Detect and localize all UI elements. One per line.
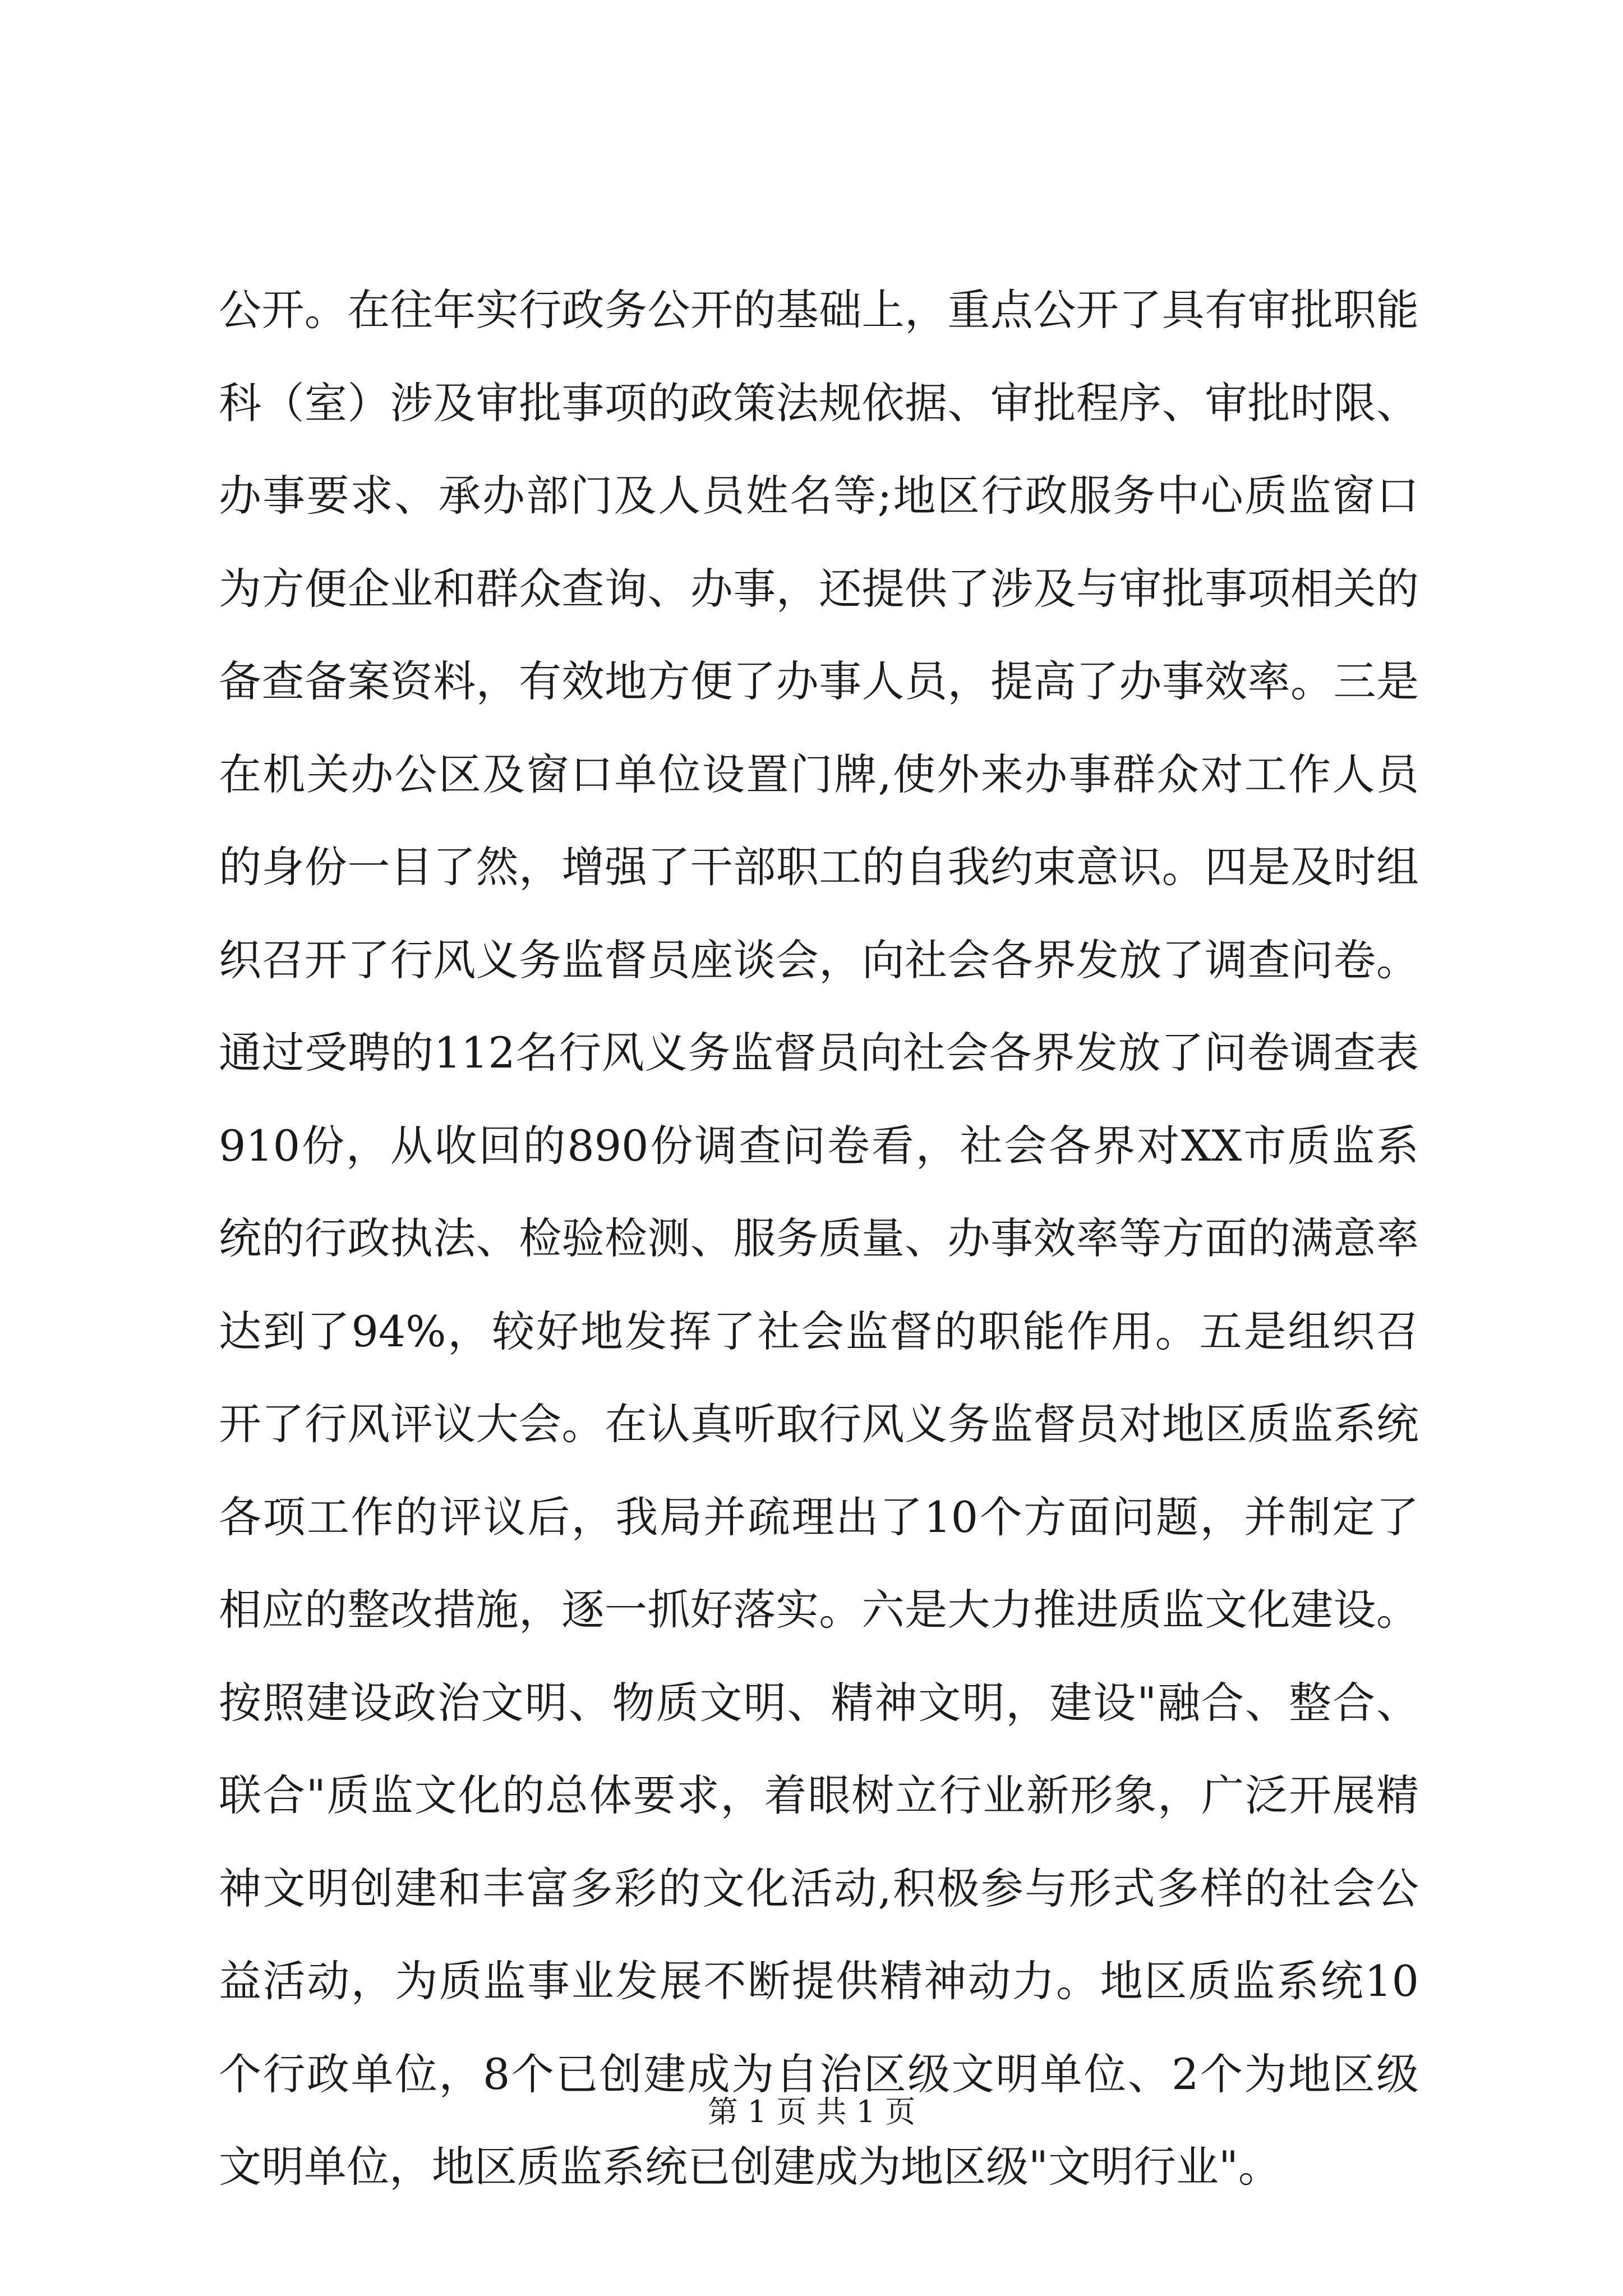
page-number-footer: 第 1 页 共 1 页 bbox=[707, 2094, 916, 2129]
body-paragraph: 公开。在往年实行政务公开的基础上，重点公开了具有审批职能科（室）涉及审批事项的政策法规依据、审批程序、审批时限、办事要求、承办部门及人员姓名等;地区行政服务中心质监窗口为方便企业和群众查询、办事，还提供了涉及与审批事项相关的备查备案资料，有效地方便了办事人员，提高了办事效率。三是在机关办公区及窗口单位设置门牌,使外来办事群众对工作人员的身份一目了然，增强了干部职工的自我约束意识。四是及时组织召开了行风义务监督员座谈会，向社会各界发放了调查问卷。通过受聘的112名行风义务监督员向社会各界发放了问卷调查表910份，从收回的890份调查问卷看，社会各界对XX市质监系统的行政执法、检验检测、服务质量、办事效率等方面的满意率达到了94%，较好地发挥了社会监督的职能作用。五是组织召开了行风评议大会。在认真听取行风义务监督员对地区质监系统各项工作的评议后，我局并疏理出了10个方面问题，并制定了相应的整改措施，逐一抓好落实。六是大力推进质监文化建设。按照建设政治文明、物质文明、精神文明，建设"融合、整合、联合"质监文化的总体要求，着眼树立行业新形象，广泛开展精神文明创建和丰富多彩的文化活动,积极参与形式多样的社会公益活动，为质监事业发展不断提供精神动力。地区质监系统10个行政单位，8个已创建成为自治区级文明单位、2个为地区级文明单位，地区质监系统已创建成为地区级"文明行业"。 bbox=[219, 285, 1419, 2192]
